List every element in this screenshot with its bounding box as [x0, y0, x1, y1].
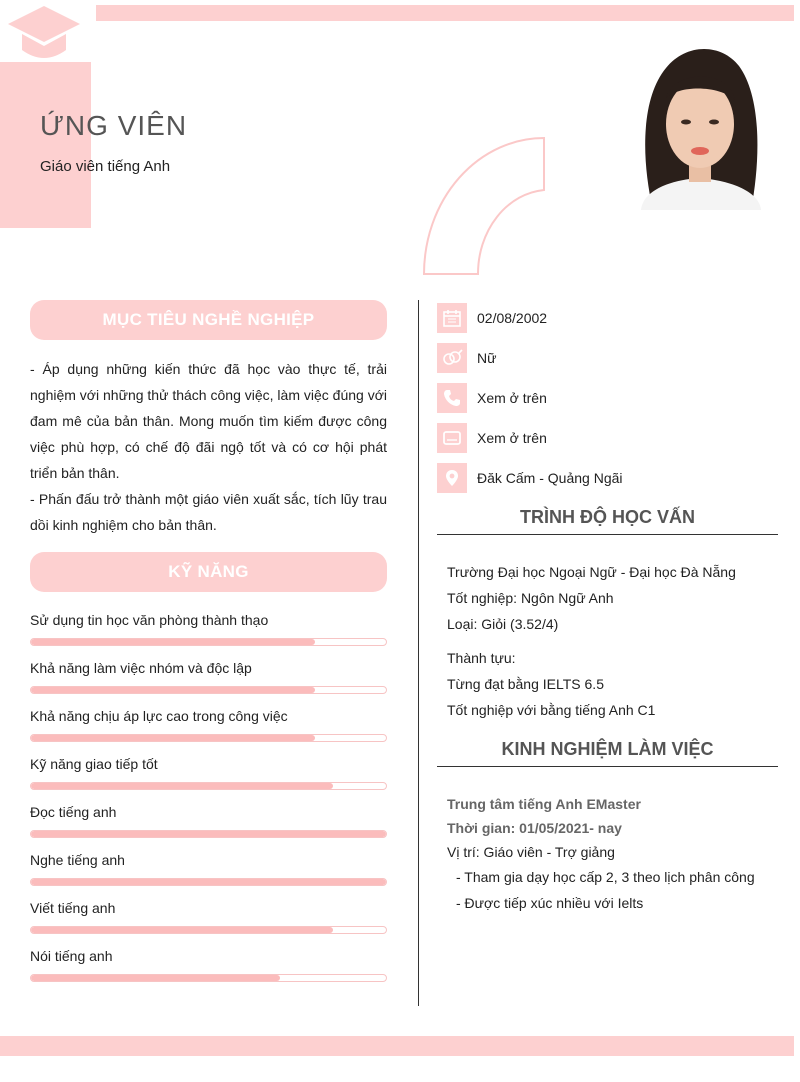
skill-bar-fill: [31, 783, 333, 789]
personal-info: [437, 298, 777, 498]
skills-heading: KỸ NĂNG: [30, 552, 387, 592]
education-achievement-2: Tốt nghiệp với bằng tiếng Anh C1: [447, 702, 656, 718]
objective-text: [30, 356, 387, 538]
skill-bar-fill: [31, 735, 315, 741]
experience-position: Vị trí: Giáo viên - Trợ giảng: [447, 844, 615, 860]
education-achievements-label: Thành tựu:: [447, 650, 516, 666]
experience-task-1: - Tham gia dạy học cấp 2, 3 theo lịch phân công: [456, 869, 755, 885]
info-email: Xem ở trên: [477, 430, 547, 446]
skill-item: [30, 946, 387, 994]
experience-company: Trung tâm tiếng Anh EMaster: [447, 796, 641, 812]
phone-icon: [437, 383, 467, 413]
skill-bar-fill: [31, 927, 333, 933]
candidate-name: ỨNG VIÊN: [40, 110, 188, 141]
graduation-cap-icon: [6, 4, 82, 62]
objective-heading: MỤC TIÊU NGHỀ NGHIỆP: [30, 300, 387, 340]
portrait-image: [611, 38, 786, 210]
skill-label: Nghe tiếng anh: [30, 852, 125, 868]
skill-bar-fill: [31, 975, 280, 981]
experience-period: Thời gian: 01/05/2021- nay: [447, 820, 622, 836]
skill-bar: [30, 830, 387, 838]
skill-label: Khả năng chịu áp lực cao trong công việc: [30, 708, 288, 724]
education-achievement-1: Từng đạt bằng IELTS 6.5: [447, 676, 604, 692]
top-decor-bar: [96, 5, 794, 21]
education-heading: TRÌNH ĐỘ HỌC VẤN: [437, 507, 778, 535]
skills-list: [30, 610, 387, 994]
email-icon: [437, 423, 467, 453]
skill-label: Sử dụng tin học văn phòng thành thạo: [30, 612, 269, 628]
gender-icon: [437, 343, 467, 373]
objective-paragraph-1: - Áp dụng những kiến thức đã học vào thực tế, trải nghiệm với những thử thách công việc, làm việc đúng với đam mê của bản thân. Mong muốn tìm kiếm được công việc phù hợp, có chế độ đãi ngộ tốt và có cơ hội phát triển bản thân.: [30, 361, 387, 481]
education-school: Trường Đại học Ngoại Ngữ - Đại học Đà Nẵng: [447, 564, 736, 580]
column-divider: [418, 300, 419, 1006]
experience-section: [447, 792, 777, 916]
skill-bar: [30, 926, 387, 934]
skill-item: [30, 898, 387, 946]
info-address: Đăk Cấm - Quảng Ngãi: [477, 470, 623, 486]
skill-bar: [30, 638, 387, 646]
education-grade: Loại: Giỏi (3.52/4): [447, 616, 559, 632]
info-gender: Nữ: [477, 350, 497, 366]
skill-label: Viết tiếng anh: [30, 900, 116, 916]
info-phone-row: [437, 378, 777, 418]
skill-bar-fill: [31, 639, 315, 645]
skill-label: Khả năng làm việc nhóm và độc lập: [30, 660, 252, 676]
skill-item: [30, 610, 387, 658]
info-dob-row: [437, 298, 777, 338]
skill-bar-fill: [31, 879, 386, 885]
skill-item: [30, 802, 387, 850]
skill-label: Đọc tiếng anh: [30, 804, 117, 820]
skill-bar: [30, 782, 387, 790]
skill-item: [30, 706, 387, 754]
skill-item: [30, 658, 387, 706]
education-section: [447, 560, 777, 724]
skill-label: Nói tiếng anh: [30, 948, 113, 964]
skill-bar: [30, 878, 387, 886]
skill-bar-fill: [31, 831, 386, 837]
candidate-role: Giáo viên tiếng Anh: [40, 158, 171, 175]
skill-bar: [30, 734, 387, 742]
info-phone: Xem ở trên: [477, 390, 547, 406]
education-major: Tốt nghiệp: Ngôn Ngữ Anh: [447, 590, 614, 606]
profile-photo: [611, 38, 786, 210]
skill-bar: [30, 686, 387, 694]
experience-task-2: - Được tiếp xúc nhiều với Ielts: [456, 895, 644, 911]
info-email-row: [437, 418, 777, 458]
location-pin-icon: [437, 463, 467, 493]
calendar-icon: [437, 303, 467, 333]
info-dob: 02/08/2002: [477, 310, 548, 326]
skill-bar-fill: [31, 687, 315, 693]
skill-item: [30, 754, 387, 802]
arc-decoration: [420, 134, 548, 278]
skill-item: [30, 850, 387, 898]
skill-bar: [30, 974, 387, 982]
info-gender-row: [437, 338, 777, 378]
skill-label: Kỹ năng giao tiếp tốt: [30, 756, 158, 772]
experience-heading: KINH NGHIỆM LÀM VIỆC: [437, 739, 778, 767]
info-address-row: [437, 458, 777, 498]
bottom-decor-bar: [0, 1036, 794, 1056]
objective-paragraph-2: - Phấn đấu trở thành một giáo viên xuất sắc, tích lũy trau dồi kinh nghiệm cho bản thân.: [30, 491, 387, 533]
header-decor-block: [0, 62, 91, 228]
